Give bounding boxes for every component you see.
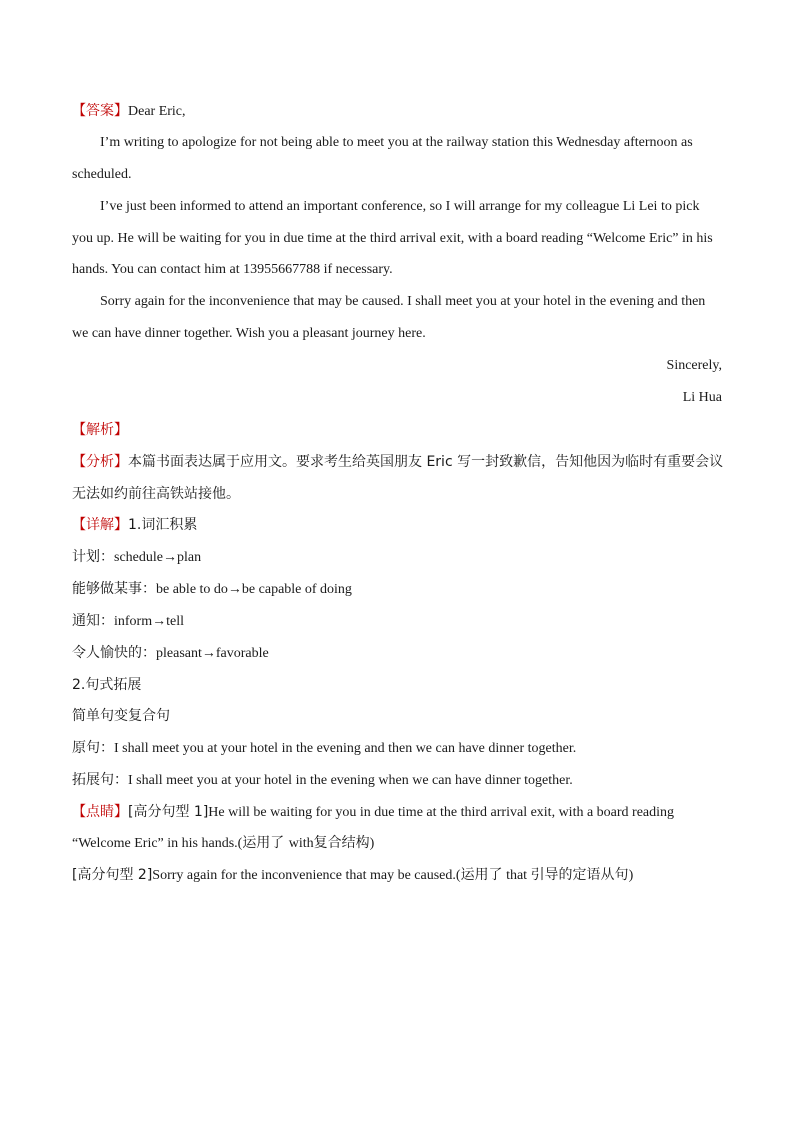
letter-paragraph-1-line-1: I’m writing to apologize for not being able to meet you at the railway station this Wednesday afternoon as xyxy=(100,135,693,150)
original-sentence xyxy=(72,739,576,758)
letter-greeting: Dear Eric, xyxy=(128,104,186,119)
vocab-item xyxy=(72,580,352,599)
letter-paragraph-2-line-2: you up. He will be waiting for you in due time at the third arrival exit, with a board reading “Welcome Eric” in his xyxy=(72,231,713,246)
vocab-en: be able to do→be capable of doing xyxy=(156,582,352,597)
answer-label: 【答案】 xyxy=(72,103,128,119)
xiangjie-heading xyxy=(72,516,197,535)
letter-paragraph-2-line-1: I’ve just been informed to attend an important conference, so I will arrange for my colleague Li Lei to pick xyxy=(100,199,700,214)
dianjing-label: 【点睛】 xyxy=(72,804,128,820)
vocab-en: inform→tell xyxy=(114,614,184,629)
vocab-cn: 令人愉快的： xyxy=(72,645,156,661)
dianjing-line-1 xyxy=(72,803,674,822)
highlight-text-2a: Sorry again for the inconvenience that may be caused.( xyxy=(152,868,461,883)
highlight-text-2c: that xyxy=(502,868,531,883)
vocab-cn: 通知： xyxy=(72,613,114,629)
highlight-text-1c: 运用了 xyxy=(242,835,289,851)
letter-paragraph-3-line-2: we can have dinner together. Wish you a pleasant journey here. xyxy=(72,326,426,341)
fenxi-label: 【分析】 xyxy=(72,454,128,470)
vocab-item xyxy=(72,548,201,567)
vocab-en: pleasant→favorable xyxy=(156,646,269,661)
extended-text: I shall meet you at your hotel in the evening when we can have dinner together. xyxy=(128,773,573,788)
highlight-text-1d: with xyxy=(288,836,314,851)
vocab-en: schedule→plan xyxy=(114,550,202,565)
extended-sentence xyxy=(72,771,573,790)
extended-label: 拓展句： xyxy=(72,772,128,788)
highlight-text-2b: 运用了 xyxy=(460,867,503,883)
highlight-text-1b: “Welcome Eric” in his hands.( xyxy=(72,836,243,851)
letter-paragraph-1-line-2: scheduled. xyxy=(72,167,132,182)
sentence-title: 2.句式拓展 xyxy=(72,677,142,693)
highlight-tag-2: [高分句型 2] xyxy=(72,867,153,883)
analysis-fenxi-line-1 xyxy=(72,453,723,471)
highlight-text-1f: ) xyxy=(369,836,375,851)
xiangjie-label: 【详解】 xyxy=(72,517,128,533)
analysis-fenxi-line-2: 无法如约前往高铁站接他。 xyxy=(72,486,240,502)
vocab-item xyxy=(72,644,269,663)
highlight-text-2d: 引导的定语从句 xyxy=(530,867,629,883)
vocab-cn: 计划： xyxy=(72,549,114,565)
highlight-tag-1: [高分句型 1] xyxy=(128,804,209,820)
letter-signature: Li Hua xyxy=(682,390,722,405)
letter-paragraph-2-line-3: hands. You can contact him at 13955667788 if necessary. xyxy=(72,262,393,277)
letter-paragraph-3-line-1: Sorry again for the inconvenience that may be caused. I shall meet you at your hotel in the evening and then xyxy=(100,294,706,309)
dianjing-line-3 xyxy=(72,866,633,885)
highlight-text-1e: 复合结构 xyxy=(313,835,370,851)
dianjing-line-2 xyxy=(72,834,374,853)
original-text: I shall meet you at your hotel in the evening and then we can have dinner together. xyxy=(114,741,577,756)
analysis-label: 【解析】 xyxy=(72,422,128,438)
original-label: 原句： xyxy=(72,740,114,756)
answer-heading xyxy=(72,102,186,121)
sentence-subtitle: 简单句变复合句 xyxy=(72,708,170,724)
highlight-text-2e: ) xyxy=(628,868,634,883)
letter-closing: Sincerely, xyxy=(666,358,722,373)
vocab-title: 1.词汇积累 xyxy=(128,517,198,533)
highlight-text-1a: He will be waiting for you in due time at the third arrival exit, with a board reading xyxy=(208,805,675,820)
vocab-cn: 能够做某事： xyxy=(72,581,156,597)
vocab-item xyxy=(72,612,184,631)
fenxi-text-1: 本篇书面表达属于应用文。要求考生给英国朋友 Eric 写一封致歉信，告知他因为临时有重要会议 xyxy=(128,454,724,470)
